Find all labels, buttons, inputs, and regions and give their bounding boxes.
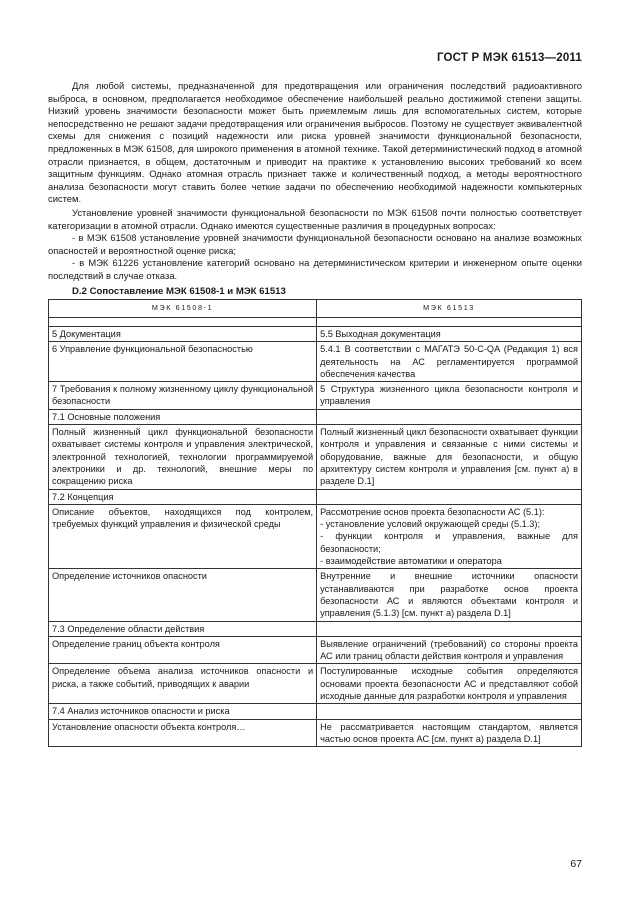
column-header-iec-61513: МЭК 61513 (317, 300, 582, 318)
cell-iec-61513 (317, 704, 582, 719)
table-row (49, 664, 582, 704)
paragraph: Для любой системы, предназначенной для предотвращения или ограничения последствий радиоактивного выброса, в основном, предполагается необходимое обеспечение наибольшей реально достижимой степени защиты. Низкий уровень значимости безопасности может быть приемлемым лишь для вспомогательных систем, которые непосредственно не решают задачи предотвращения или ограничения выбросов. Поэтому не существует эквивалентной схемы для снижения с позиций надежности или риска уровней значимости функциональной безопасности, предложенных в МЭК 61508, для широкого применения в атомной технике. Такой детерминистический подход в атомной отрасли признается, в общем, достаточным и приводит на практике к установлению высоких требований ко всем защитным функциям. Однако атомная отрасль признает также и количественный подход, а методы вероятностного анализа безопасности могут ставить более четкие задачи по обеспечению необходимой надежности компьютерных систем. (48, 80, 582, 205)
table-row (49, 489, 582, 504)
spacer-row (49, 318, 582, 327)
table-row (49, 704, 582, 719)
standard-header: ГОСТ Р МЭК 61513—2011 (436, 52, 582, 64)
cell-iec-61513: Постулированные исходные события определяются основами проекта безопасности АС и представляют собой исходные данные для разработки контроля и управления (317, 664, 582, 704)
table-row (49, 636, 582, 664)
cell-iec-61513: Рассмотрение основ проекта безопасности АС (5.1): - установление условий окружающей среды (5.1.3); - функции контроля и управления, важные для безопасности; - взаимодействие автоматики и оператора (317, 504, 582, 568)
table-row (49, 719, 582, 747)
table-row (49, 409, 582, 424)
table-row (49, 621, 582, 636)
cell-iec-61513 (317, 409, 582, 424)
cell-iec-61513: Полный жизненный цикл безопасности охватывает функции контроля и управления и связанные с ними системы и оборудование, важные для безопасности, и общую архитектуру систем контроля и управления [см. пункт а) в разделе D.1] (317, 425, 582, 489)
cell-iec-61508: 7.2 Концепция (49, 489, 317, 504)
cell-iec-61508: Определение объема анализа источников опасности и риска, а также событий, приводящих к аварии (49, 664, 317, 704)
body-text (48, 80, 582, 283)
cell-iec-61508: Определение границ объекта контроля (49, 636, 317, 664)
cell-iec-61508: 6 Управление функциональной безопасностью (49, 342, 317, 382)
table-row (49, 382, 582, 410)
cell-iec-61508: Установление опасности объекта контроля… (49, 719, 317, 747)
column-header-iec-61508: МЭК 61508-1 (49, 300, 317, 318)
cell-iec-61508: Определение источников опасности (49, 569, 317, 621)
table-row (49, 327, 582, 342)
cell-iec-61513: 5.4.1 В соответствии с МАГАТЭ 50-C-QA (Редакция 1) вся деятельность на АС регламентируется программой обеспечения качества (317, 342, 582, 382)
cell-iec-61513 (317, 489, 582, 504)
cell-iec-61513: Внутренние и внешние источники опасности устанавливаются при разработке основ проекта безопасности АС и являются объектами контроля и управления (5.1.3) [см. пункт а) раздела D.1] (317, 569, 582, 621)
section-title: D.2 Сопоставление МЭК 61508-1 и МЭК 61513 (72, 286, 286, 297)
cell-iec-61513: Выявление ограничений (требований) со стороны проекта АС или границ области действия контроля и управления (317, 636, 582, 664)
page-number: 67 (570, 858, 582, 870)
cell-iec-61513: 5 Структура жизненного цикла безопасности контроля и управления (317, 382, 582, 410)
cell-iec-61508: Полный жизненный цикл функциональной безопасности охватывает системы контроля и управления электрической, электронной технологией, технологии программируемой электроники и др. технологий, внешние меры по сокращению риска (49, 425, 317, 489)
paragraph: Установление уровней значимости функциональной безопасности по МЭК 61508 почти полностью соответствует категоризации в атомной отрасли. Однако имеются существенные различия в процедурных вопросах: (48, 206, 582, 231)
table-row (49, 504, 582, 568)
table-body (49, 318, 582, 747)
cell-iec-61508: 7.4 Анализ источников опасности и риска (49, 704, 317, 719)
comparison-table (48, 299, 582, 747)
cell-iec-61508: 7.3 Определение области действия (49, 621, 317, 636)
cell-iec-61513: 5.5 Выходная документация (317, 327, 582, 342)
table-row (49, 425, 582, 489)
cell-iec-61508: 5 Документация (49, 327, 317, 342)
cell-iec-61513 (317, 621, 582, 636)
cell-iec-61508: Описание объектов, находящихся под контролем, требуемых функций управления и физической среды (49, 504, 317, 568)
cell-iec-61508: 7.1 Основные положения (49, 409, 317, 424)
table-header-row (49, 300, 582, 318)
list-item: - в МЭК 61508 установление уровней значимости функциональной безопасности основано на анализе возможных опасностей и вероятностной оценке риска; (48, 232, 582, 256)
list-item: - в МЭК 61226 установление категорий основано на детерминистическом критерии и инженерном опыте оценки последствий в случае отказа. (48, 257, 582, 281)
table-row (49, 342, 582, 382)
cell-iec-61508: 7 Требования к полному жизненному циклу функциональной безопасности (49, 382, 317, 410)
table-row (49, 569, 582, 621)
cell-iec-61513: Не рассматривается настоящим стандартом, является частью основ проекта АС [см. пункт а) раздела D.1] (317, 719, 582, 747)
